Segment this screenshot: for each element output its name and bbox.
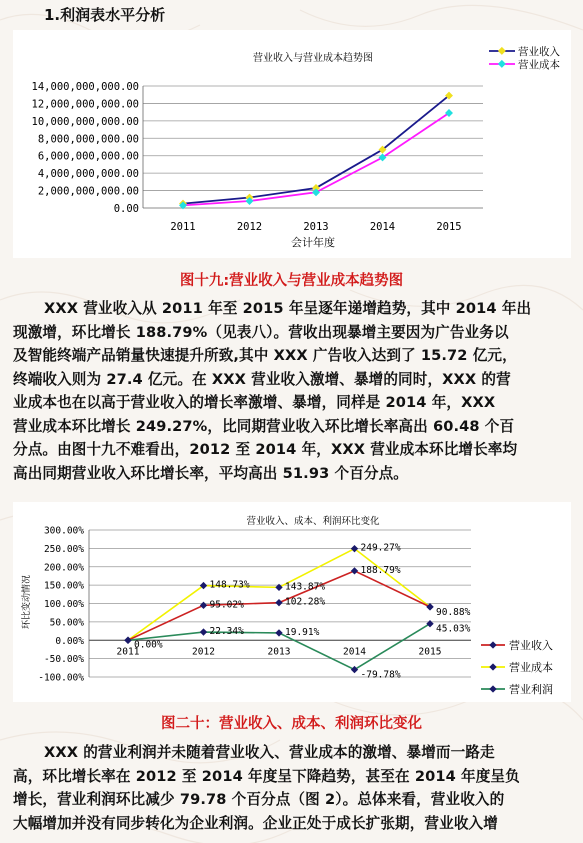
yoy-change-chart: [13, 502, 571, 702]
analysis-paragraph-1: [13, 297, 575, 485]
revenue-cost-trend-chart: [13, 30, 571, 258]
section-heading: 1.利润表水平分析: [44, 6, 166, 24]
data-label: 95.02%: [209, 599, 244, 611]
series-line-2: [128, 549, 430, 641]
data-label: 148.73%: [209, 579, 250, 591]
x-tick-label: 2015: [436, 221, 462, 233]
y-tick-label: 150.00%: [43, 580, 84, 592]
x-tick-label: 2015: [418, 646, 442, 658]
analysis-paragraph-2: [13, 741, 575, 835]
legend-label: 营业成本: [509, 661, 553, 674]
trend-chart-container: [13, 30, 571, 258]
x-axis-label: 会计年度: [291, 236, 335, 249]
data-label: 90.88%: [436, 606, 471, 618]
data-label: -79.78%: [360, 669, 401, 681]
data-label: 102.28%: [285, 596, 326, 608]
legend-label: 营业收入: [509, 639, 553, 652]
legend-label: 营业收入: [518, 46, 560, 58]
paragraph-line: 终端收入则为 27.4 亿元。在 XXX 营业收入激增、暴增的同时，XXX 的营: [13, 370, 511, 388]
y-tick-label: 250.00%: [43, 543, 84, 555]
data-point: [200, 602, 207, 609]
y-axis-label: 环比变动情况: [22, 574, 32, 630]
x-tick-label: 2012: [192, 646, 215, 658]
chart-title: 营业收入、成本、利润环比变化: [246, 516, 380, 527]
data-point: [426, 620, 433, 627]
data-label: 188.79%: [360, 564, 401, 576]
data-label: 0.00%: [134, 639, 163, 651]
change-chart-container: [13, 502, 571, 702]
y-tick-label: 2,000,000,000.00: [37, 185, 139, 198]
y-tick-label: 200.00%: [43, 562, 84, 574]
paragraph-line: 业成本也在以高于营业收入的增长率激增、暴增，同样是 2014 年，XXX: [13, 394, 496, 411]
paragraph-line: 分点。由图十九不难看出，2012 至 2014 年，XXX 营业成本环比增长率均: [13, 441, 518, 458]
paragraph-line: XXX 营业收入从 2011 年至 2015 年呈逐年递增趋势，其中 2014 年出: [44, 300, 532, 317]
data-point: [351, 567, 358, 574]
legend-label: 营业成本: [518, 59, 560, 71]
paragraph-line: 及智能终端产品销量快速提升所致,其中 XXX 广告收入达到了 15.72 亿元，: [13, 347, 517, 364]
paragraph-line: 高出同期营业收入环比增长率，平均高出 51.93 个百分点。: [13, 464, 408, 482]
paragraph-line: 大幅增加并没有同步转化为企业利润。企业正处于成长扩张期，营业收入增: [13, 814, 498, 832]
figure20-caption: 图二十：营业收入、成本、利润环比变化: [161, 716, 422, 732]
data-label: 249.27%: [360, 542, 401, 554]
legend-marker: [498, 60, 506, 68]
legend-label: 营业利润: [509, 683, 553, 696]
y-tick-label: -50.00%: [43, 654, 84, 666]
x-tick-label: 2011: [170, 221, 196, 233]
x-tick-label: 2012: [236, 221, 263, 233]
y-tick-label: 50.00%: [49, 617, 84, 629]
legend-marker: [489, 641, 496, 648]
x-tick-label: 2013: [267, 646, 291, 658]
y-tick-label: -100.00%: [38, 672, 84, 684]
x-tick-label: 2011: [116, 646, 140, 658]
paragraph-line: 高，环比增长率在 2012 至 2014 年度呈下降趋势，甚至在 2014 年度呈负: [13, 767, 520, 785]
data-point: [275, 629, 282, 636]
y-tick-label: 0.00%: [55, 635, 84, 647]
data-point: [312, 188, 320, 196]
x-tick-label: 2014: [369, 221, 396, 233]
data-label: 22.34%: [209, 626, 244, 638]
y-tick-label: 300.00%: [43, 525, 84, 537]
y-tick-label: 12,000,000,000.00: [31, 98, 139, 111]
paragraph-line: 营业成本环比增长 249.27%，比同期营业收入环比增长率高出 60.48 个百: [13, 417, 515, 435]
y-tick-label: 14,000,000,000.00: [31, 81, 139, 93]
data-label: 143.87%: [285, 581, 326, 593]
legend-marker: [489, 685, 496, 692]
legend-marker: [498, 47, 506, 55]
data-point: [275, 599, 282, 606]
paragraph-line: XXX 的营业利润并未随着营业收入、营业成本的激增、暴增而一路走: [44, 744, 495, 761]
data-label: 45.03%: [436, 623, 471, 635]
x-tick-label: 2013: [303, 221, 329, 233]
y-tick-label: 6,000,000,000.00: [37, 150, 139, 163]
paragraph-line: 现激增，环比增长 188.79%（见表八）。营收出现暴增主要因为广告业务以: [13, 323, 509, 341]
data-point: [351, 666, 358, 673]
x-tick-label: 2014: [343, 646, 366, 658]
data-label: 19.91%: [285, 626, 320, 638]
y-tick-label: 0.00: [113, 203, 139, 215]
y-tick-label: 10,000,000,000.00: [31, 115, 139, 128]
y-tick-label: 8,000,000,000.00: [37, 133, 139, 146]
legend-marker: [489, 663, 496, 670]
y-tick-label: 100.00%: [43, 599, 84, 610]
y-tick-label: 4,000,000,000.00: [37, 168, 139, 181]
paragraph-line: 增长，营业利润环比减少 79.78 个百分点（图 2）。总体来看，营业收入的: [13, 791, 505, 808]
data-point: [200, 628, 207, 635]
chart-title: 营业收入与营业成本趋势图: [253, 53, 373, 64]
figure19-caption: 图十九:营业收入与营业成本趋势图: [179, 273, 404, 289]
